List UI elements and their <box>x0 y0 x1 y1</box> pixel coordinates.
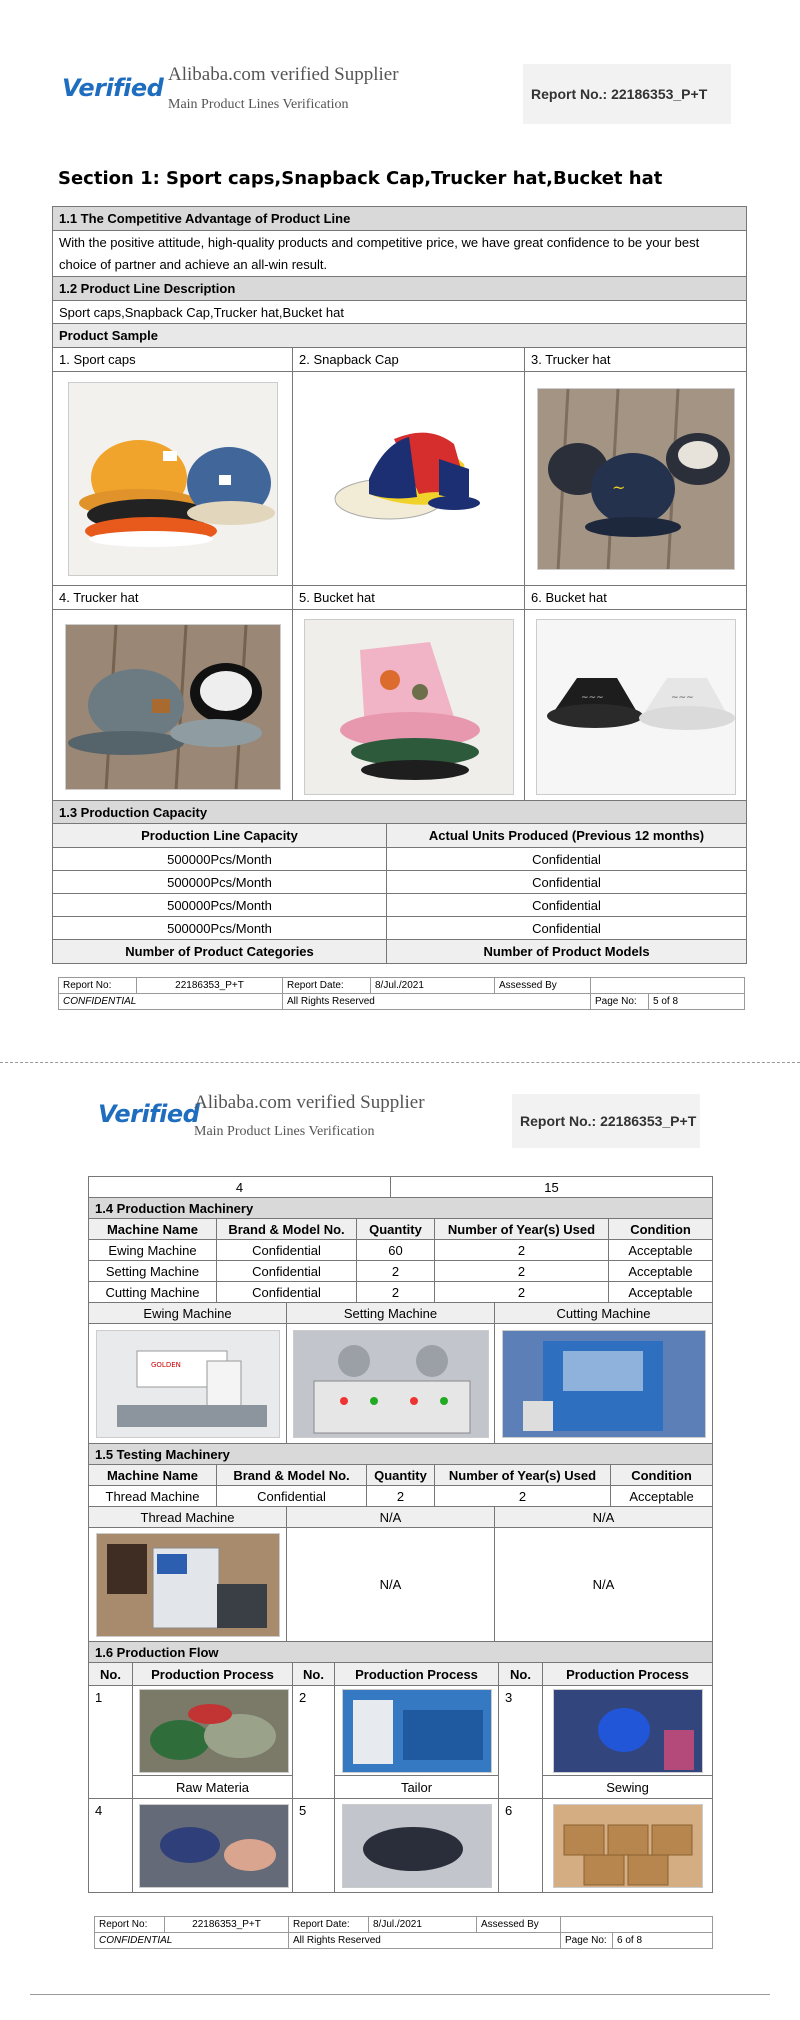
step-label: Sewing <box>543 1776 713 1799</box>
photo-cell <box>89 1528 287 1642</box>
tailor-illustration <box>343 1690 492 1773</box>
na-cell: N/A <box>495 1528 713 1642</box>
sample-photo-cell <box>293 610 525 804</box>
svg-text:~~~: ~~~ <box>670 692 694 703</box>
col-header: Brand & Model No. <box>217 1219 357 1240</box>
brand-model: Confidential <box>217 1240 357 1261</box>
no-header: No. <box>293 1663 335 1686</box>
trucker-hat-illustration <box>538 389 735 570</box>
verified-logo: Verified <box>62 74 164 102</box>
condition: Acceptable <box>611 1486 713 1507</box>
sewing-photo <box>553 1689 703 1773</box>
step-label: Tailor <box>335 1776 499 1799</box>
tailor-photo <box>342 1689 492 1773</box>
condition: Acceptable <box>609 1261 713 1282</box>
step-label: Raw Materia <box>133 1776 293 1799</box>
footer-page-number: 6 of 8 <box>613 1933 713 1949</box>
footer-page-label: Page No: <box>591 994 649 1010</box>
step-photo-cell <box>335 1799 499 1893</box>
col-header: Brand & Model No. <box>217 1465 367 1486</box>
svg-text:GOLDEN: GOLDEN <box>150 1360 181 1369</box>
footer-confidential: CONFIDENTIAL <box>59 994 283 1010</box>
sample-photo-cell <box>53 610 293 804</box>
raw-material-illustration <box>140 1690 289 1773</box>
capacity-cell: 500000Pcs/Month <box>53 871 387 894</box>
step-number: 6 <box>499 1799 543 1893</box>
production-machinery-table <box>88 1197 713 1303</box>
machine-name: Ewing Machine <box>89 1240 217 1261</box>
page-bottom-rule <box>30 1994 770 1995</box>
footer-report-no: 22186353_P+T <box>165 1917 289 1933</box>
photo-label: N/A <box>287 1507 495 1528</box>
product-models-label: Number of Product Models <box>387 940 747 964</box>
section-title: Section 1: Sport caps,Snapback Cap,Trucker hat,Bucket hat <box>58 168 663 189</box>
thread-machine-photo <box>96 1533 280 1637</box>
actual-units-col-header: Actual Units Produced (Previous 12 months) <box>387 824 747 848</box>
step-photo-cell <box>543 1799 713 1893</box>
step-6-photo <box>553 1804 703 1888</box>
col-header: Quantity <box>357 1219 435 1240</box>
quantity: 2 <box>367 1486 435 1507</box>
competitive-heading: 1.1 The Competitive Advantage of Product Line <box>53 207 747 231</box>
footer-assessed-by: Assessed By <box>477 1917 561 1933</box>
footer-date-label: Report Date: <box>283 978 371 994</box>
brand-model: Confidential <box>217 1486 367 1507</box>
sample-label: 1. Sport caps <box>53 348 293 372</box>
step-number: 4 <box>89 1799 133 1893</box>
production-capacity-table <box>52 800 747 964</box>
sample-photo-cell <box>293 372 525 586</box>
footer-page-label: Page No: <box>561 1933 613 1949</box>
page-footer <box>94 1916 713 1949</box>
no-header: No. <box>499 1663 543 1686</box>
product-categories-value: 4 <box>89 1177 391 1198</box>
snapback-cap-illustration <box>329 419 489 539</box>
report-number-box <box>512 1094 700 1148</box>
header-subtitle: Main Product Lines Verification <box>168 97 349 112</box>
photo-label: Setting Machine <box>287 1303 495 1324</box>
testing-machinery-table <box>88 1443 713 1507</box>
cutting-machine-photo <box>502 1330 706 1438</box>
col-header: Machine Name <box>89 1465 217 1486</box>
product-line-table <box>52 206 747 804</box>
sample-label: 4. Trucker hat <box>53 586 293 610</box>
no-header: No. <box>89 1663 133 1686</box>
sample-photo-cell <box>525 610 747 804</box>
footer-rights: All Rights Reserved <box>289 1933 561 1949</box>
brand-model: Confidential <box>217 1261 357 1282</box>
photo-cell <box>495 1324 713 1444</box>
step-4-illustration <box>140 1805 289 1888</box>
na-cell: N/A <box>287 1528 495 1642</box>
step-photo-cell <box>133 1799 293 1893</box>
quantity: 2 <box>357 1282 435 1303</box>
condition: Acceptable <box>609 1282 713 1303</box>
footer-page-number: 5 of 8 <box>649 994 745 1010</box>
machinery-heading: 1.4 Production Machinery <box>89 1198 713 1219</box>
sample-photo-cell <box>525 372 747 586</box>
photo-cell <box>89 1324 287 1444</box>
step-photo-cell <box>543 1686 713 1776</box>
col-header: Number of Year(s) Used <box>435 1219 609 1240</box>
quantity: 60 <box>357 1240 435 1261</box>
sample-label: 6. Bucket hat <box>525 586 747 610</box>
report-number-label: Report No.: 22186353_P+T <box>520 1113 697 1129</box>
photo-label: Cutting Machine <box>495 1303 713 1324</box>
years-used: 2 <box>435 1486 611 1507</box>
product-models-value: 15 <box>391 1177 713 1198</box>
verified-logo: Verified <box>98 1100 200 1128</box>
sport-caps-photo <box>68 382 278 576</box>
step-number: 3 <box>499 1686 543 1799</box>
brand-model: Confidential <box>217 1282 357 1303</box>
setting-machine-photo <box>293 1330 489 1438</box>
machine-name: Setting Machine <box>89 1261 217 1282</box>
col-header: Number of Year(s) Used <box>435 1465 611 1486</box>
process-header: Production Process <box>133 1663 293 1686</box>
years-used: 2 <box>435 1240 609 1261</box>
footer-date: 8/Jul./2021 <box>371 978 495 994</box>
setting-machine-illustration <box>294 1331 489 1438</box>
page-footer <box>58 977 745 1010</box>
trucker-hat-photo <box>537 388 735 570</box>
actual-units-cell: Confidential <box>387 848 747 871</box>
machine-name: Cutting Machine <box>89 1282 217 1303</box>
actual-units-cell: Confidential <box>387 894 747 917</box>
footer-report-no-label: Report No: <box>59 978 137 994</box>
bucket-hat-photo <box>304 619 514 795</box>
col-header: Machine Name <box>89 1219 217 1240</box>
sewing-illustration <box>554 1690 703 1773</box>
ewing-machine-illustration <box>97 1331 280 1438</box>
capacity-heading: 1.3 Production Capacity <box>53 801 747 824</box>
header-subtitle: Main Product Lines Verification <box>194 1124 375 1139</box>
testing-heading: 1.5 Testing Machinery <box>89 1444 713 1465</box>
report-number-label: Report No.: 22186353_P+T <box>531 86 708 102</box>
col-header: Condition <box>609 1219 713 1240</box>
step-number: 5 <box>293 1799 335 1893</box>
footer-rights: All Rights Reserved <box>283 994 591 1010</box>
photo-label: Thread Machine <box>89 1507 287 1528</box>
trucker-hat-2-illustration <box>66 625 281 790</box>
footer-assessed-by: Assessed By <box>495 978 591 994</box>
quantity: 2 <box>357 1261 435 1282</box>
photo-label: Ewing Machine <box>89 1303 287 1324</box>
footer-date-label: Report Date: <box>289 1917 369 1933</box>
col-header: Quantity <box>367 1465 435 1486</box>
footer-report-no: 22186353_P+T <box>137 978 283 994</box>
actual-units-cell: Confidential <box>387 871 747 894</box>
years-used: 2 <box>435 1282 609 1303</box>
photo-cell <box>287 1324 495 1444</box>
product-categories-label: Number of Product Categories <box>53 940 387 964</box>
svg-text:~: ~ <box>611 477 625 497</box>
supplier-title: Alibaba.com verified Supplier <box>194 1092 425 1113</box>
machinery-photos-table <box>88 1302 713 1444</box>
process-header: Production Process <box>335 1663 499 1686</box>
report-page-6 <box>0 1062 800 2020</box>
bucket-hat-illustration <box>305 620 514 795</box>
snapback-cap-photo <box>329 419 489 539</box>
footer-date: 8/Jul./2021 <box>369 1917 477 1933</box>
thread-machine-illustration <box>97 1534 280 1637</box>
footer-confidential: CONFIDENTIAL <box>95 1933 289 1949</box>
product-sample-heading: Product Sample <box>53 324 747 348</box>
testing-photos-table <box>88 1506 713 1642</box>
step-photo-cell <box>335 1686 499 1776</box>
competitive-text: With the positive attitude, high-quality products and competitive price, we have great confidence to be your best choice of partner and achieve an all-win result. <box>53 231 747 277</box>
supplier-title: Alibaba.com verified Supplier <box>168 64 399 85</box>
flow-heading: 1.6 Production Flow <box>89 1642 713 1663</box>
capacity-cell: 500000Pcs/Month <box>53 848 387 871</box>
sample-photo-cell <box>53 372 293 586</box>
step-5-photo <box>342 1804 492 1888</box>
report-number-box <box>523 64 731 124</box>
line-description-heading: 1.2 Product Line Description <box>53 277 747 301</box>
sample-label: 2. Snapback Cap <box>293 348 525 372</box>
sport-caps-illustration <box>69 383 278 576</box>
bucket-hat-2-illustration <box>537 620 736 795</box>
years-used: 2 <box>435 1261 609 1282</box>
capacity-cell: 500000Pcs/Month <box>53 917 387 940</box>
line-description-text: Sport caps,Snapback Cap,Trucker hat,Bucket hat <box>53 301 747 324</box>
trucker-hat-photo-2 <box>65 624 281 790</box>
svg-text:~~~: ~~~ <box>580 692 604 703</box>
sample-label: 5. Bucket hat <box>293 586 525 610</box>
production-flow-table <box>88 1641 713 1893</box>
ewing-machine-photo <box>96 1330 280 1438</box>
capacity-col-header: Production Line Capacity <box>53 824 387 848</box>
actual-units-cell: Confidential <box>387 917 747 940</box>
step-number: 2 <box>293 1686 335 1799</box>
footer-report-no-label: Report No: <box>95 1917 165 1933</box>
photo-label: N/A <box>495 1507 713 1528</box>
step-photo-cell <box>133 1686 293 1776</box>
sample-label: 3. Trucker hat <box>525 348 747 372</box>
machine-name: Thread Machine <box>89 1486 217 1507</box>
step-4-photo <box>139 1804 289 1888</box>
capacity-cell: 500000Pcs/Month <box>53 894 387 917</box>
raw-material-photo <box>139 1689 289 1773</box>
cutting-machine-illustration <box>503 1331 706 1438</box>
step-number: 1 <box>89 1686 133 1799</box>
condition: Acceptable <box>609 1240 713 1261</box>
process-header: Production Process <box>543 1663 713 1686</box>
col-header: Condition <box>611 1465 713 1486</box>
product-counts-table <box>88 1176 713 1198</box>
step-5-illustration <box>343 1805 492 1888</box>
step-6-illustration <box>554 1805 703 1888</box>
bucket-hat-photo-2 <box>536 619 736 795</box>
